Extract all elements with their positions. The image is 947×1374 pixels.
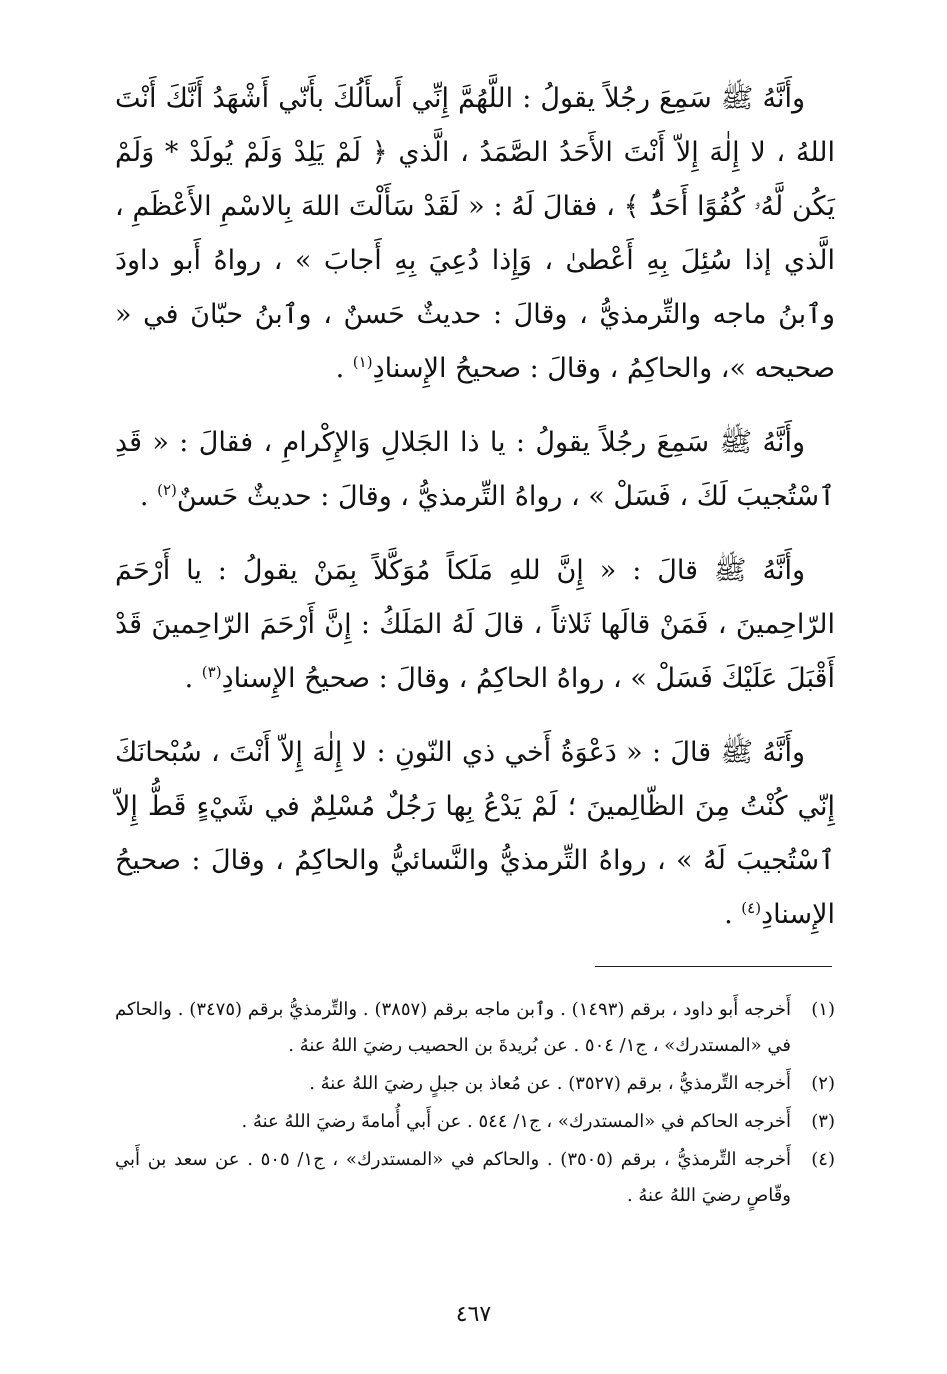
page-number: ٤٦٧ xyxy=(455,1302,492,1327)
footnote-2 xyxy=(115,1066,835,1102)
paragraph-2-footnote-ref: (٢) xyxy=(157,481,177,499)
main-text-block xyxy=(115,72,835,962)
footnote-1-text: أَخرجه أَبو داود ، برقم (١٤٩٣) . وٱبن ماجه برقم (٣٨٥٧) . والتِّرمذيُّ برقم (٣٤٧٥) . والحاكم في «المستدرك» ، ج١/ ٥٠٤ . عن بُريدةَ بن الحصيب رضيَ اللهُ عنهُ . xyxy=(115,999,791,1056)
paragraph-1 xyxy=(115,72,835,396)
paragraph-2 xyxy=(115,416,835,524)
paragraph-4-footnote-ref: (٤) xyxy=(741,899,762,917)
footnote-4 xyxy=(115,1142,835,1214)
footnote-1-number: (١) xyxy=(811,999,835,1020)
paragraph-1-text: وأَنَّهُ ﷺ سَمِعَ رجُلاً يقولُ : اللَّهُمَّ إِنِّي أَسأَلُكَ بأَنّي أَشْهَدُ أَنَّكَ أَنْتَ اللهُ ، لا إِلٰهَ إِلاّ أَنْتَ الأَحَدُ الصَّمَدُ ، الَّذي ﴿ لَمْ يَلِدْ وَلَمْ يُولَدْ * وَلَمْ يَكُن لَّهُۥ كُفُوًا أَحَدٌۢ ﴾ ، فقالَ لَهُ : « لَقَدْ سَأَلْتَ اللهَ بِالاسْمِ الأَعْظَمِ ، الَّذي إذا سُئِلَ بِهِ أَعْطىٰ ، وَإِذا دُعِيَ بِهِ أَجابَ » ، رواهُ أَبو داودَ وٱبنُ ماجه والتِّرمذيُّ ، وقالَ : حديثٌ حَسنٌ ، وٱبنُ حبّانَ في « صحيحه »، والحاكِمُ ، وقالَ : صحيحُ الإِسنادِ xyxy=(115,83,836,384)
footnotes-block xyxy=(115,992,835,1216)
paragraph-2-text: وأَنَّهُ ﷺ سَمِعَ رجُلاً يقولُ : يا ذا الجَلالِ وَالإِكْرامِ ، فقالَ : « قَدِ ٱسْتُجيبَ لَكَ ، فَسَلْ » ، رواهُ التِّرمذيُّ ، وقالَ : حديثٌ حَسنٌ xyxy=(115,427,835,512)
footnote-2-text: أَخرجه التِّرمذيُّ ، برقم (٣٥٢٧) . عن مُعاذ بن جبلٍ رضيَ اللهُ عنهُ . xyxy=(309,1073,791,1094)
footnote-3-number: (٣) xyxy=(811,1111,835,1132)
paragraph-3 xyxy=(115,544,835,706)
footnote-3 xyxy=(115,1104,835,1140)
footnote-4-number: (٤) xyxy=(811,1149,835,1170)
footnote-separator-rule xyxy=(595,966,832,967)
footnote-2-number: (٢) xyxy=(811,1073,835,1094)
paragraph-3-footnote-ref: (٣) xyxy=(201,663,222,681)
paragraph-4-end: . xyxy=(724,899,742,930)
footnote-1 xyxy=(115,992,835,1064)
footnote-3-text: أَخرجه الحاكم في «المستدرك» ، ج١/ ٥٤٤ . عن أَبي أُمامةَ رضيَ اللهُ عنهُ . xyxy=(241,1111,791,1132)
paragraph-4-text: وأَنَّهُ ﷺ قالَ : « دَعْوَةُ أَخي ذي النّونِ : لا إِلٰهَ إِلاّ أَنْتَ ، سُبْحانَكَ إِنّي كُنْتُ مِنَ الظّالِمينَ ؛ لَمْ يَدْعُ بِها رَجُلٌ مُسْلِمٌ في شَيْءٍ قَطُّ إِلاّ ٱسْتُجيبَ لَهُ » ، رواهُ التِّرمذيُّ والنَّسائيُّ والحاكِمُ ، وقالَ : صحيحُ الإِسنادِ xyxy=(115,737,835,930)
paragraph-4 xyxy=(115,726,835,942)
paragraph-1-end: . xyxy=(335,353,353,384)
paragraph-1-footnote-ref: (١) xyxy=(352,353,373,371)
paragraph-3-end: . xyxy=(184,663,202,694)
footnote-4-text: أَخرجه التِّرمذيُّ ، برقم (٣٥٠٥) . والحاكم في «المستدرك» ، ج١/ ٥٠٥ . عن سعد بن أَبي وقّاصٍ رضيَ اللهُ عنهُ . xyxy=(115,1149,792,1206)
paragraph-2-end: . xyxy=(139,481,158,512)
paragraph-3-text: وأَنَّهُ ﷺ قالَ : « إِنَّ للهِ مَلَكاً مُوَكَّلاً بِمَنْ يقولُ : يا أَرْحَمَ الرّاحِمينَ ، فَمَنْ قالَها ثَلاثاً ، قالَ لَهُ المَلَكُ : إِنَّ أَرْحَمَ الرّاحِمينَ قَدْ أَقْبَلَ عَلَيْكَ فَسَلْ » ، رواهُ الحاكِمُ ، وقالَ : صحيحُ الإِسنادِ xyxy=(115,555,835,694)
